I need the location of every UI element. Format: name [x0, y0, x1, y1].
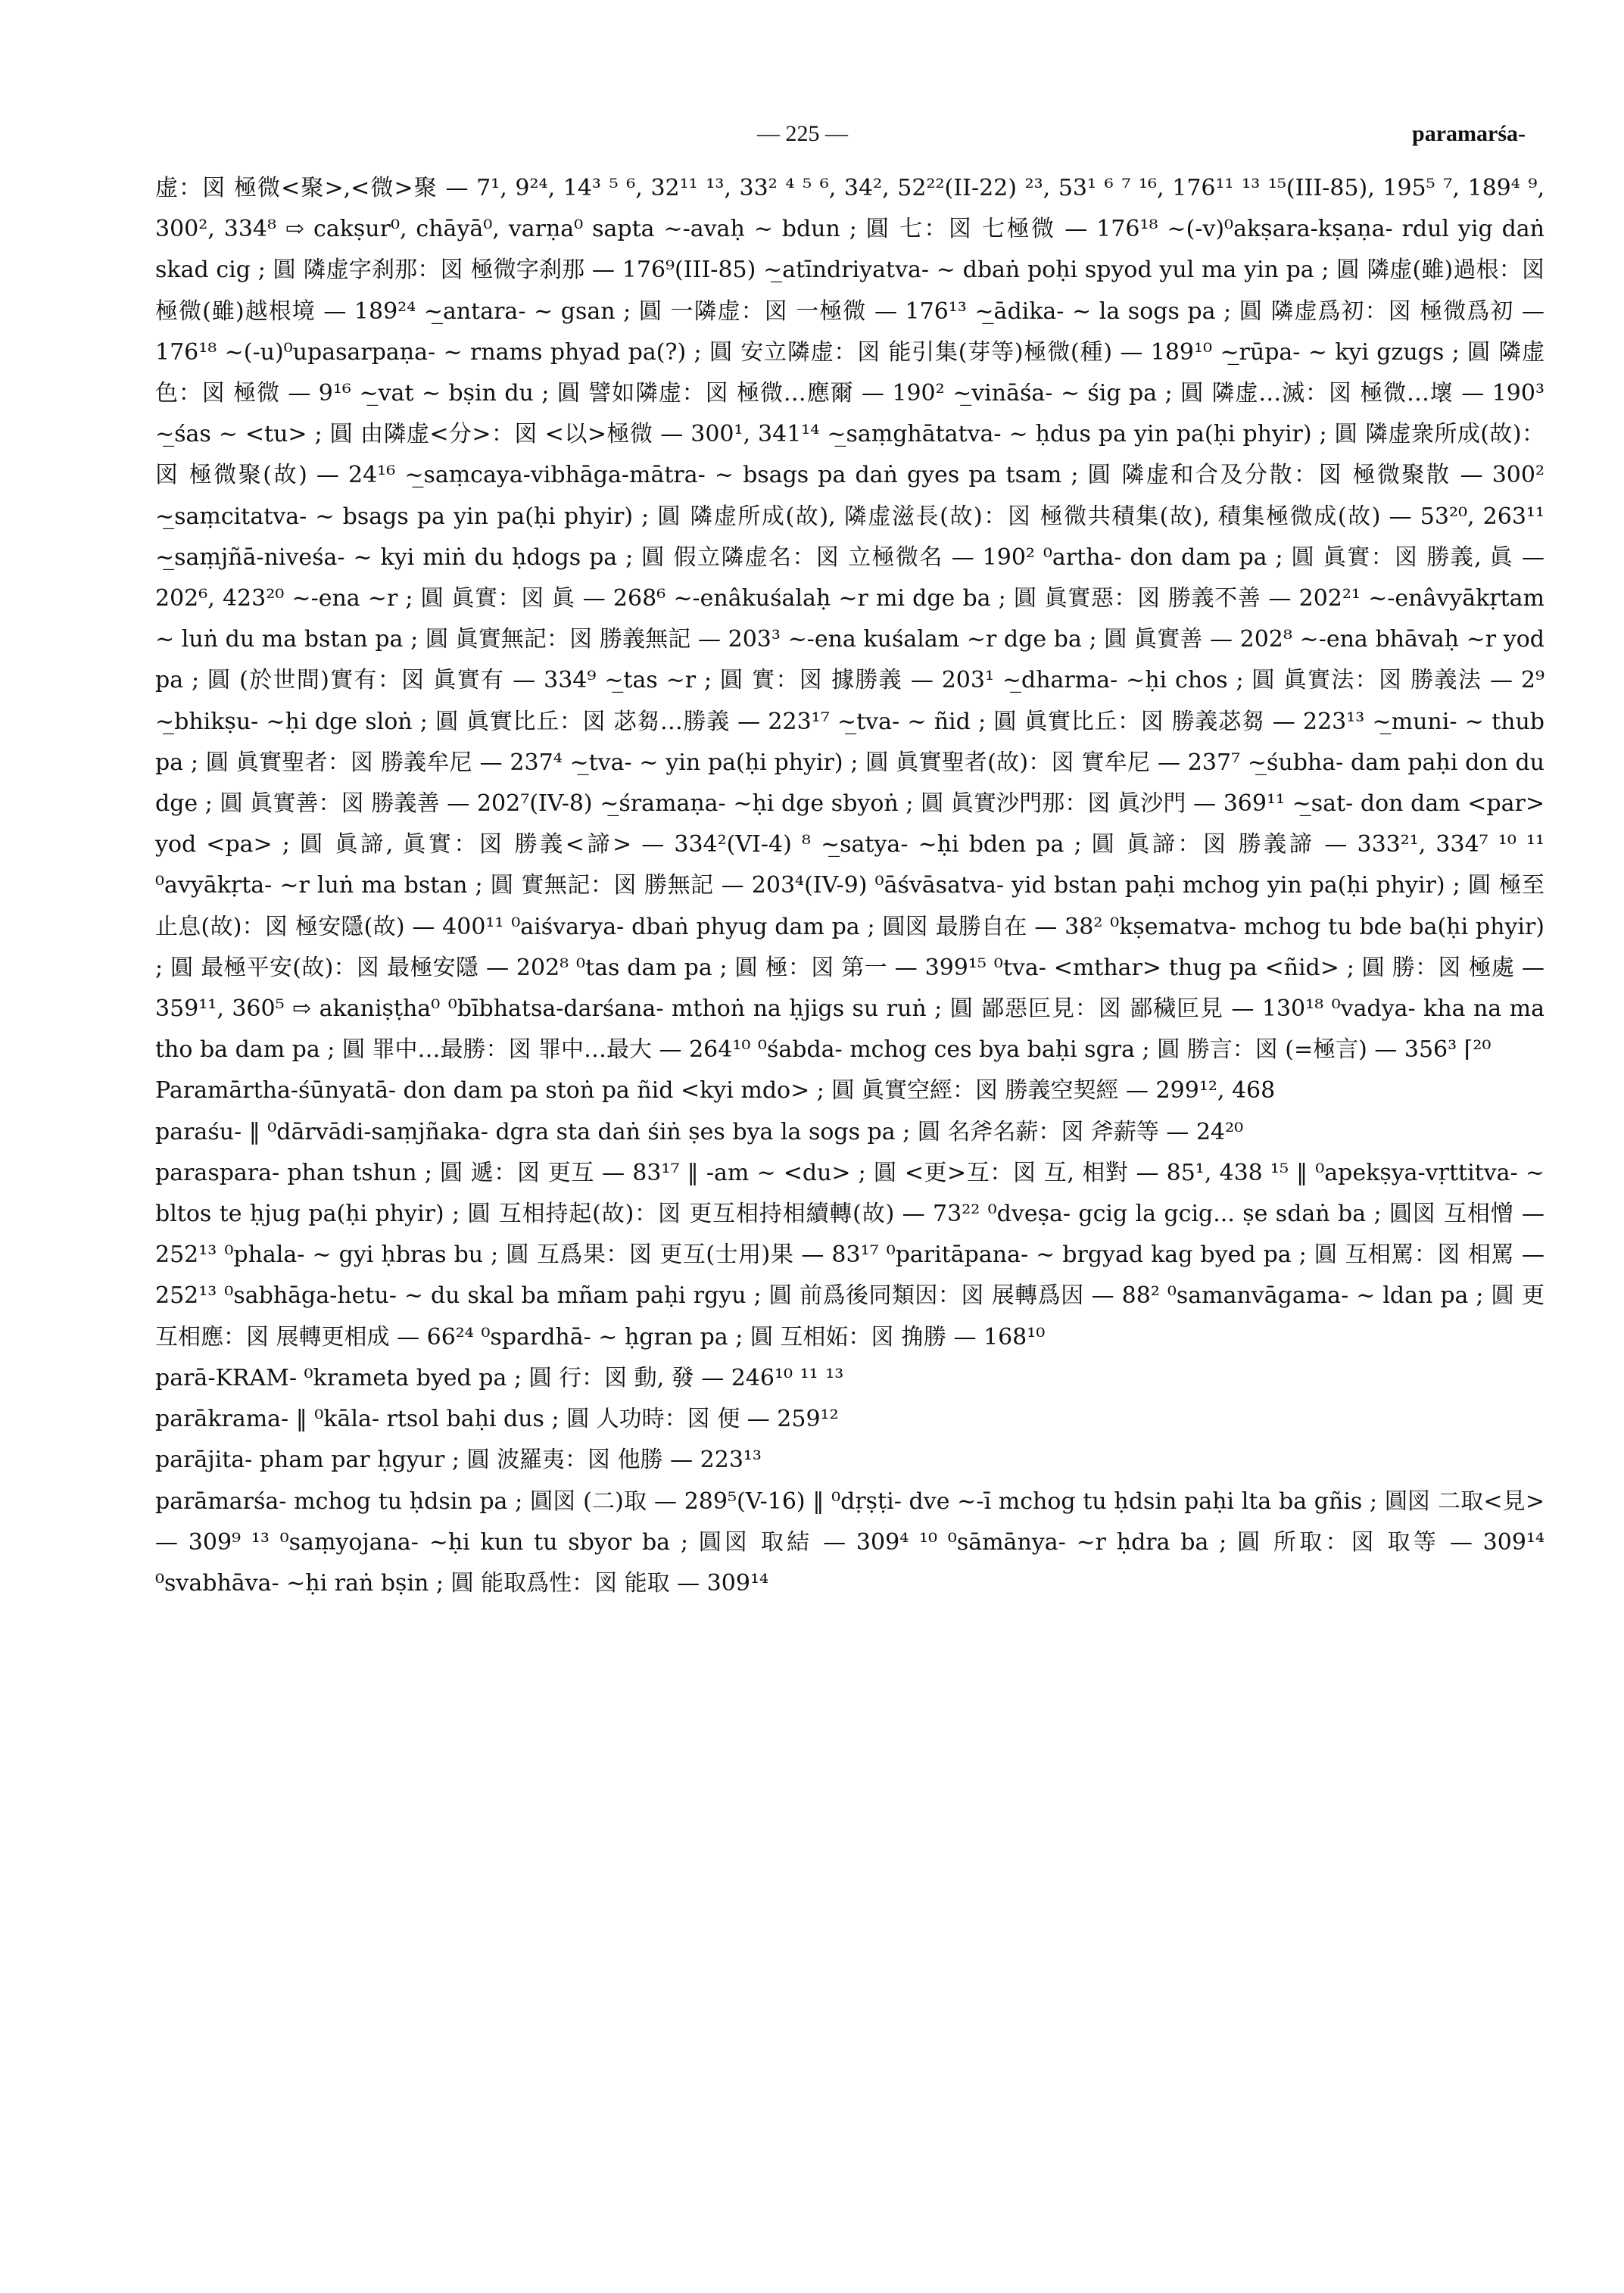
entry-parajita: parājita- pham par ḥgyur ; 圓 波羅夷：図 他勝 — 223¹³ — [155, 1447, 762, 1474]
entry-paramanu-continuation: 虚：図 極微<聚>,<微>聚 — 7¹, 9²⁴, 14³ ⁵ ⁶, 32¹¹ ¹³, 33² ⁴ ⁵ ⁶, 34², 52²²(II-22) ²³, 53¹ ⁶ ⁷ ¹⁶, 176¹¹ ¹³ ¹⁵(III-85), 195⁵ ⁷, 189⁴ ⁹, 300², 334⁸ ⇨ cakṣur⁰, chāyā⁰, varṇa⁰ sapta ~-avaḥ ~ bdun ; 圓 七：図 七極微 — 176¹⁸ ~(-v)⁰akṣara-kṣaṇa- rdul yig daṅ skad cig ; 圓 隣虚字刹那：図 極微字刹那 — 176⁹(III-85) ~̲atīndriyatva- ~ dbaṅ poḥi spyod yul ma yin pa ; 圓 隣虚(雖)過根：図 極微(雖)越根境 — 189²⁴ ~̲antara- ~ gsan ; 圓 一隣虚：図 一極微 — 176¹³ ~̲ādika- ~ la sogs pa ; 圓 隣虚爲初：図 極微爲初 — 176¹⁸ ~(-u)⁰upasarpaṇa- ~ rnams phyad pa(?) ; 圓 安立隣虚：図 能引集(芽等)極微(種) — 189¹⁰ ~̲rūpa- ~ kyi gzugs ; 圓 隣虚色：図 極微 — 9¹⁶ ~̲vat ~ bṣin du ; 圓 譬如隣虚：図 極微…應爾 — 190² ~̲vināśa- ~ śig pa ; 圓 隣虚…滅：図 極微…壞 — 190³ ~̲śas ~ <tu> ; 圓 由隣虚<分>：図 <以>極微 — 300¹, 341¹⁴ ~̲saṃghātatva- ~ ḥdus pa yin pa(ḥi phyir) ; 圓 隣虚衆所成(故)：図 極微聚(故) — 24¹⁶ ~̲saṃcaya-vibhāga-mātra- ~ bsags pa daṅ gyes pa tsam ; 圓 隣虚和合及分散：図 極微聚散 — 300² ~̲saṃcitatva- ~ bsags pa yin pa(ḥi phyir) ; 圓 隣虚所成(故), 隣虚滋長(故)：図 極微共積集(故), 積集極微成(故) — 53²⁰, 263¹¹ ~̲saṃjñā-niveśa- ~ kyi miṅ du ḥdogs pa ; 圓 假立隣虚名：図 立極微名 — 190² ⁰artha- don dam pa ; 圓 眞實：図 勝義, 眞 — 202⁶, 423²⁰ ~-ena ~r ; 圓 眞實：図 眞 — 268⁶ ~-enâkuśalaḥ ~r mi dge ba ; 圓 眞實惡：図 勝義不善 — 202²¹ ~-enâvyākṛtam ~ luṅ du ma bstan pa ; 圓 眞實無記：図 勝義無記 — 203³ ~-ena kuśalam ~r dge ba ; 圓 眞實善 — 202⁸ ~-ena bhāvaḥ ~r yod pa ; 圓 (於世間)實有：図 眞實有 — 334⁹ ~̲tas ~r ; 圓 實：図 據勝義 — 203¹ ~̲dharma- ~ḥi chos ; 圓 眞實法：図 勝義法 — 2⁹ ~̲bhikṣu- ~ḥi dge sloṅ ; 圓 眞實比丘：図 苾芻…勝義 — 223¹⁷ ~̲tva- ~ ñid ; 圓 眞實比丘：図 勝義苾芻 — 223¹³ ~̲muni- ~ thub pa ; 圓 眞實聖者：図 勝義牟尼 — 237⁴ ~̲tva- ~ yin pa(ḥi phyir) ; 圓 眞實聖者(故)：図 實牟尼 — 237⁷ ~̲śubha- dam paḥi don du dge ; 圓 眞實善：図 勝義善 — 202⁷(IV-8) ~̲śramaṇa- ~ḥi dge sbyoṅ ; 圓 眞實沙門那：図 眞沙門 — 369¹¹ ~̲sat- don dam <par> yod <pa> ; 圓 眞諦, 眞實：図 勝義<諦> — 334²(VI-4) ⁸ ~̲satya- ~ḥi bden pa ; 圓 眞諦：図 勝義諦 — 333²¹, 334⁷ ¹⁰ ¹¹ ⁰avyākṛta- ~r luṅ ma bstan ; 圓 實無記：図 勝無記 — 203⁴(IV-9) ⁰āśvāsatva- yid bstan paḥi mchog yin pa(ḥi phyir) ; 圓 極至止息(故)：図 極安隱(故) — 400¹¹ ⁰aiśvarya- dbaṅ phyug dam pa ; 圓図 最勝自在 — 38² ⁰kṣematva- mchog tu bde ba(ḥi phyir) ; 圓 最極平安(故)：図 最極安隱 — 202⁸ ⁰tas dam pa ; 圓 極：図 第一 — 399¹⁵ ⁰tva- <mthar> thug pa <ñid> ; 圓 勝：図 極處 — 359¹¹, 360⁵ ⇨ akaniṣṭha⁰ ⁰bībhatsa-darśana- mthoṅ na ḥjigs su ruṅ ; 圓 鄙惡叵見：図 鄙穢叵見 — 130¹⁸ ⁰vadya- kha na ma tho ba dam pa ; 圓 罪中…最勝：図 罪中…最大 — 264¹⁰ ⁰śabda- mchog ces bya baḥi sgra ; 圓 勝言：図 (=極言) — 356³ ⌈²⁰ — [155, 175, 1545, 1064]
page-header — [0, 121, 1624, 151]
entry-para-kram: parā-KRAM- ⁰krameta byed pa ; 圓 行：図 動, 發 — 246¹⁰ ¹¹ ¹³ — [155, 1364, 844, 1391]
entry-paramarsa: parāmarśa- mchog tu ḥdsin pa ; 圓図 (二)取 — 289⁵(V-16) ‖ ⁰dṛṣṭi- dve ~-ī mchog tu ḥdsin paḥi lta ba gñis ; 圓図 二取<見> — 309⁹ ¹³ ⁰saṃyojana- ~ḥi kun tu sbyor ba ; 圓図 取結 — 309⁴ ¹⁰ ⁰sāmānya- ~r ḥdra ba ; 圓 所取：図 取等 — 309¹⁴ ⁰svabhāva- ~ḥi raṅ bṣin ; 圓 能取爲性：図 能取 — 309¹⁴ — [155, 1488, 1545, 1597]
dictionary-body — [155, 168, 1545, 1604]
entry-parakrama: parākrama- ‖ ⁰kāla- rtsol baḥi dus ; 圓 人功時：図 便 — 259¹² — [155, 1406, 839, 1433]
page-number: — 225 — — [757, 121, 848, 146]
entry-parasu: paraśu- ‖ ⁰dārvādi-saṃjñaka- dgra sta daṅ śiṅ ṣes bya la sogs pa ; 圓 名斧名薪：図 斧薪等 — 24²⁰ — [155, 1118, 1244, 1145]
entry-paramartha-sunyata: Paramārtha-śūnyatā- don dam pa stoṅ pa ñid <kyi mdo> ; 圓 眞實空經：図 勝義空契經 — 299¹², 468 — [155, 1077, 1276, 1104]
entry-paraspara: paraspara- phan tshun ; 圓 遞：図 更互 — 83¹⁷ ‖ -am ~ <du> ; 圓 <更>互：図 互, 相對 — 85¹, 438 ¹⁵ ‖ ⁰apekṣya-vṛttitva- ~ bltos te ḥjug pa(ḥi phyir) ; 圓 互相持起(故)：図 更互相持相續轉(故) — 73²² ⁰dveṣa- gcig la gcig... ṣe sdaṅ ba ; 圓図 互相憎 — 252¹³ ⁰phala- ~ gyi ḥbras bu ; 圓 互爲果：図 更互(士用)果 — 83¹⁷ ⁰paritāpana- ~ brgyad kag byed pa ; 圓 互相罵：図 相罵 — 252¹³ ⁰sabhāga-hetu- ~ du skal ba mñam paḥi rgyu ; 圓 前爲後同類因：図 展轉爲因 — 88² ⁰samanvāgama- ~ ldan pa ; 圓 更互相應：図 展轉更相成 — 66²⁴ ⁰spardhā- ~ ḥgran pa ; 圓 互相妬：図 捔勝 — 168¹⁰ — [155, 1159, 1545, 1351]
running-head: paramarśa- — [1412, 121, 1526, 146]
